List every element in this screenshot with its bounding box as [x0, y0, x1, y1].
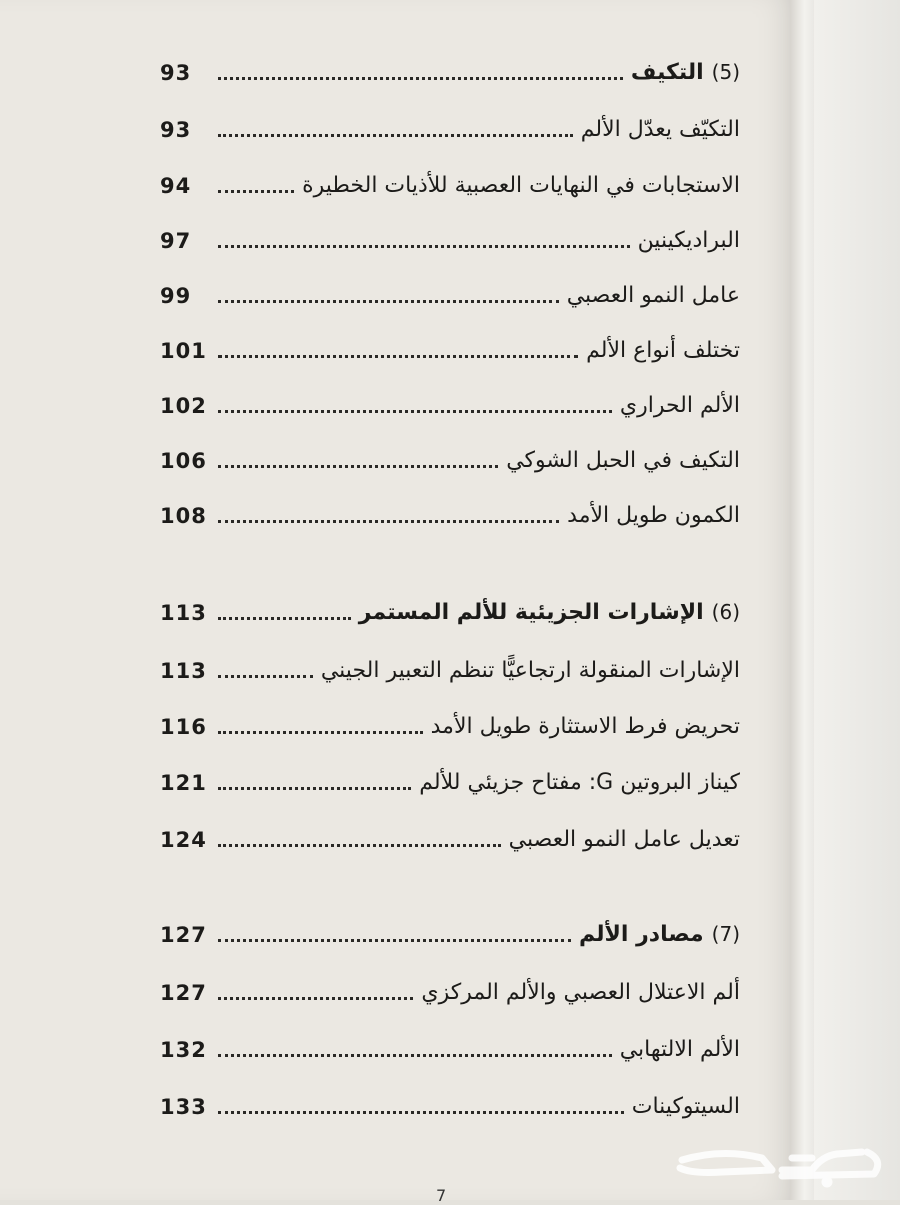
dot-leader	[218, 997, 413, 1000]
entry-title: تحريض فرط الاستثارة طويل الأمد	[430, 714, 740, 739]
dot-leader	[218, 465, 498, 468]
dot-leader	[218, 617, 351, 620]
dot-leader	[218, 787, 411, 790]
dot-leader	[218, 675, 313, 678]
toc-entry	[160, 493, 740, 533]
toc-entry	[160, 273, 740, 313]
toc-entry	[160, 1027, 740, 1067]
toc-entry	[160, 704, 740, 744]
haraj-watermark-logo	[662, 1140, 892, 1190]
toc-chapter-5	[160, 50, 740, 90]
entry-title: ألم الاعتلال العصبي والألم المركزي	[421, 980, 740, 1005]
page-number: 97	[160, 229, 192, 253]
toc-entry	[160, 107, 740, 147]
entry-title: التكيف في الحبل الشوكي	[506, 448, 740, 473]
toc-entry	[160, 1084, 740, 1124]
chapter-title	[631, 55, 740, 90]
entry-title: تختلف أنواع الألم	[586, 338, 740, 363]
page-number: 101	[160, 339, 207, 363]
dot-leader	[218, 77, 623, 80]
toc-entry	[160, 163, 740, 203]
toc-entry	[160, 218, 740, 258]
entry-title: عامل النمو العصبي	[566, 283, 740, 308]
dot-leader	[218, 939, 571, 942]
toc-entry	[160, 648, 740, 688]
page-number: 127	[160, 981, 207, 1005]
chapter-number: (5)	[711, 60, 740, 84]
toc-entry	[160, 438, 740, 478]
facing-page-edge	[814, 0, 900, 1200]
book-gutter	[790, 0, 814, 1200]
entry-title: السيتوكينات	[631, 1094, 740, 1119]
page-number: 121	[160, 771, 207, 795]
toc-entry	[160, 383, 740, 423]
toc-entry	[160, 817, 740, 857]
page-number: 102	[160, 394, 207, 418]
chapter-title	[579, 917, 740, 952]
chapter-number: (7)	[711, 922, 740, 946]
page-number: 113	[160, 659, 207, 683]
page-number: 93	[160, 118, 192, 142]
dot-leader	[218, 731, 423, 734]
dot-leader	[218, 355, 578, 358]
chapter-title	[359, 595, 740, 630]
entry-title: البراديكينين	[637, 228, 740, 253]
entry-title: تعديل عامل النمو العصبي	[508, 827, 740, 852]
dot-leader	[218, 1054, 612, 1057]
page-number: 132	[160, 1038, 207, 1062]
page-number: 93	[160, 61, 192, 85]
page-number: 124	[160, 828, 207, 852]
page-number: 116	[160, 715, 207, 739]
page-number: 99	[160, 284, 192, 308]
entry-title: الإشارات المنقولة ارتجاعيًّا تنظم التعبير الجيني	[320, 658, 740, 683]
chapter-heading: التكيف	[630, 60, 704, 85]
toc-entry	[160, 328, 740, 368]
page-number: 106	[160, 449, 207, 473]
page-number: 127	[160, 923, 207, 947]
toc-chapter-6	[160, 590, 740, 630]
toc-chapter-7	[160, 912, 740, 952]
page-number: 94	[160, 174, 192, 198]
dot-leader	[218, 844, 501, 847]
entry-title: الألم الحراري	[619, 393, 740, 418]
toc-entry	[160, 970, 740, 1010]
dot-leader	[218, 300, 559, 303]
dot-leader	[218, 134, 573, 137]
entry-title: كيناز البروتين G: مفتاح جزيئي للألم	[419, 770, 740, 795]
footer-page-number: 7	[436, 1186, 447, 1205]
chapter-heading: مصادر الألم	[579, 922, 704, 947]
entry-title: الألم الالتهابي	[619, 1037, 740, 1062]
chapter-number: (6)	[711, 600, 740, 624]
entry-title: الاستجابات في النهايات العصبية للأذيات الخطيرة	[302, 173, 740, 198]
dot-leader	[218, 520, 559, 523]
dot-leader	[218, 245, 630, 248]
chapter-heading: الإشارات الجزيئية للألم المستمر	[358, 600, 704, 625]
dot-leader	[218, 190, 294, 193]
toc-entry	[160, 760, 740, 800]
entry-title: التكيّف يعدّل الألم	[580, 117, 740, 142]
entry-title: الكمون طويل الأمد	[567, 503, 740, 528]
page-number: 108	[160, 504, 207, 528]
page-number: 113	[160, 601, 207, 625]
dot-leader	[218, 410, 612, 413]
page-number: 133	[160, 1095, 207, 1119]
dot-leader	[218, 1111, 624, 1114]
